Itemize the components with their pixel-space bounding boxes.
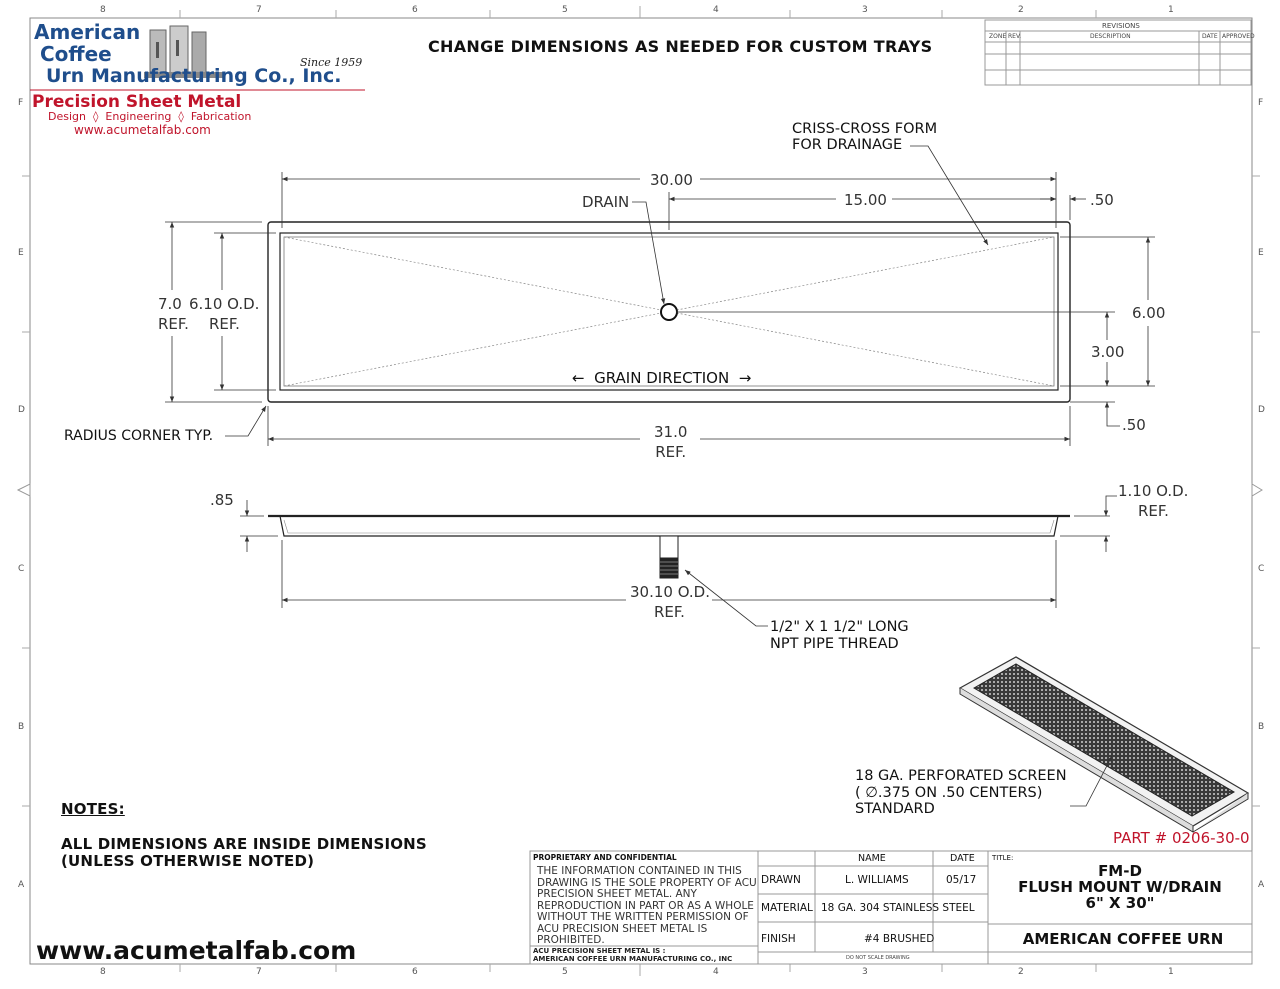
dim-width-ref: [654, 422, 687, 462]
logo-american: American: [34, 20, 141, 44]
pipe-thread-callout: [770, 619, 909, 653]
finish-value: #4 BRUSHED: [864, 933, 935, 945]
precision-sheet-metal: Precision Sheet Metal: [32, 92, 242, 112]
logo-urn-mfg: Urn Manufacturing Co., Inc.: [46, 65, 342, 87]
dim-depth: .85: [210, 491, 234, 509]
date-header: DATE: [950, 853, 975, 864]
zone-number: 5: [562, 5, 568, 15]
acu-line-2: AMERICAN COFFEE URN MANUFACTURING CO., INC: [533, 955, 733, 963]
drawn-name: L. WILLIAMS: [845, 874, 909, 886]
callout-line: 18 GA. PERFORATED SCREEN: [855, 768, 1067, 784]
logo-since: Since 1959: [300, 56, 363, 69]
material-label: MATERIAL: [761, 902, 813, 914]
dim-flange-bottom: .50: [1122, 416, 1146, 434]
dim-value: 6.10 O.D.: [189, 295, 260, 313]
dim-half-height: 3.00: [1091, 343, 1125, 361]
dim-ref: REF.: [654, 603, 685, 621]
zone-letter: F: [18, 98, 24, 108]
dim-ref: REF.: [158, 315, 189, 333]
zone-number: 1: [1168, 5, 1174, 15]
radius-corner-label: RADIUS CORNER TYP.: [64, 428, 214, 444]
zone-number: 4: [713, 967, 719, 977]
zone-letter: C: [18, 564, 25, 574]
dim-value: 31.0: [654, 423, 688, 441]
zone-number: 6: [412, 967, 418, 977]
zone-letter: F: [1258, 98, 1264, 108]
zone-number: 8: [100, 967, 106, 977]
zone-letter: D: [18, 405, 25, 415]
side-view-tray: [268, 516, 1070, 578]
rev-col-zone: ZONE: [989, 33, 1007, 40]
callout-line: 1/2" X 1 1/2" LONG: [770, 619, 909, 635]
callout-line: NPT PIPE THREAD: [770, 636, 899, 652]
callout-line: STANDARD: [855, 801, 935, 817]
zone-letter: E: [1258, 248, 1264, 258]
proprietary-text: THE INFORMATION CONTAINED IN THIS DRAWING IS THE SOLE PROPERTY OF ACU PRECISION SHEET METAL. ANY REPRODUCTION IN PART OR AS A WHOLE WITHOUT THE WRITTEN PERMISSION OF ACU PRECISION SHEET METAL IS PROHIBITED.: [537, 865, 757, 946]
border-numbers-top: [0, 5, 1280, 19]
criss-cross-callout: [792, 121, 937, 153]
notes-line-2: (UNLESS OTHERWISE NOTED): [61, 852, 315, 870]
zone-letter: A: [1258, 880, 1265, 890]
material-value: 18 GA. 304 STAINLESS STEEL: [821, 902, 975, 914]
title-line: FLUSH MOUNT W/DRAIN: [1018, 878, 1222, 896]
dim-half-width: 15.00: [844, 191, 887, 209]
rev-col-approved: APPROVED: [1222, 33, 1255, 40]
dim-depth-od: [1118, 481, 1188, 521]
zone-letter: A: [18, 880, 25, 890]
zone-number: 6: [412, 5, 418, 15]
zone-number: 7: [256, 967, 262, 977]
callout-line: CRISS-CROSS FORM: [792, 121, 938, 137]
zone-number: 2: [1018, 5, 1024, 15]
zone-number: 7: [256, 5, 262, 15]
zone-letter: D: [1258, 405, 1265, 415]
dim-value: 30.10 O.D.: [630, 583, 710, 601]
border-numbers-bottom: [0, 967, 1280, 981]
zone-number: 3: [862, 967, 868, 977]
notes-heading: NOTES:: [61, 800, 125, 818]
dim-ref: REF.: [209, 315, 240, 333]
zone-letter: E: [18, 248, 24, 258]
zone-number: 3: [862, 5, 868, 15]
callout-line: ( ∅.375 ON .50 CENTERS): [855, 784, 1043, 801]
callout-line: FOR DRAINAGE: [792, 137, 903, 153]
drawing-title: [988, 863, 1252, 911]
zone-number: 2: [1018, 967, 1024, 977]
pipe-thread: [660, 558, 678, 578]
dim-height-ref: [158, 294, 189, 334]
drain-hole: [661, 304, 677, 320]
grain-direction: ← GRAIN DIRECTION →: [572, 369, 752, 387]
drawn-date: 05/17: [946, 874, 977, 886]
title-label: TITLE:: [992, 854, 1014, 862]
zone-number: 4: [713, 5, 719, 15]
screen-callout: [855, 768, 1067, 818]
title-line: FM-D: [1098, 862, 1142, 880]
rev-col-rev: REV.: [1008, 33, 1022, 40]
dim-ref: REF.: [1138, 502, 1169, 520]
drawn-label: DRAWN: [761, 874, 801, 886]
dim-flange-top: .50: [1090, 191, 1114, 209]
zone-letter: B: [1258, 722, 1265, 732]
zone-ticks: [22, 6, 1260, 976]
website-small: www.acumetalfab.com: [74, 123, 211, 137]
center-mark-right: [1252, 484, 1262, 496]
dim-value: 1.10 O.D.: [1118, 482, 1189, 500]
rev-col-date: DATE: [1202, 33, 1218, 40]
dim-ref: REF.: [655, 443, 687, 461]
zone-number: 1: [1168, 967, 1174, 977]
dim-value: 7.0: [158, 295, 182, 313]
zone-letter: C: [1258, 564, 1265, 574]
rev-col-description: DESCRIPTION: [1090, 33, 1131, 40]
logo-coffee: Coffee: [40, 42, 112, 66]
do-not-scale: DO NOT SCALE DRAWING: [846, 955, 910, 961]
zone-number: 8: [100, 5, 106, 15]
drain-label: DRAIN: [582, 193, 630, 211]
acu-line: ACU PRECISION SHEET METAL IS :: [533, 947, 666, 955]
zone-letter: B: [18, 722, 25, 732]
dim-height-od: [189, 294, 259, 334]
center-mark-left: [18, 484, 30, 496]
dim-height-inner: 6.00: [1132, 304, 1166, 322]
company-name: AMERICAN COFFEE URN: [1022, 930, 1224, 948]
proprietary-heading: PROPRIETARY AND CONFIDENTIAL: [533, 853, 677, 862]
finish-label: FINISH: [761, 933, 796, 945]
zone-number: 5: [562, 967, 568, 977]
dim-length-od: [630, 582, 710, 622]
part-number: PART # 0206-30-0: [1113, 829, 1250, 847]
title-line: 6" X 30": [1085, 894, 1155, 912]
drawing-note-title: CHANGE DIMENSIONS AS NEEDED FOR CUSTOM TRAYS: [428, 37, 933, 56]
revisions-title: REVISIONS: [1102, 22, 1140, 30]
services-line: Design ◊ Engineering ◊ Fabrication: [48, 110, 252, 123]
notes-line-1: ALL DIMENSIONS ARE INSIDE DIMENSIONS: [61, 835, 427, 853]
website-large: www.acumetalfab.com: [36, 936, 357, 965]
name-header: NAME: [858, 853, 886, 864]
dim-width-inner: 30.00: [650, 171, 693, 189]
